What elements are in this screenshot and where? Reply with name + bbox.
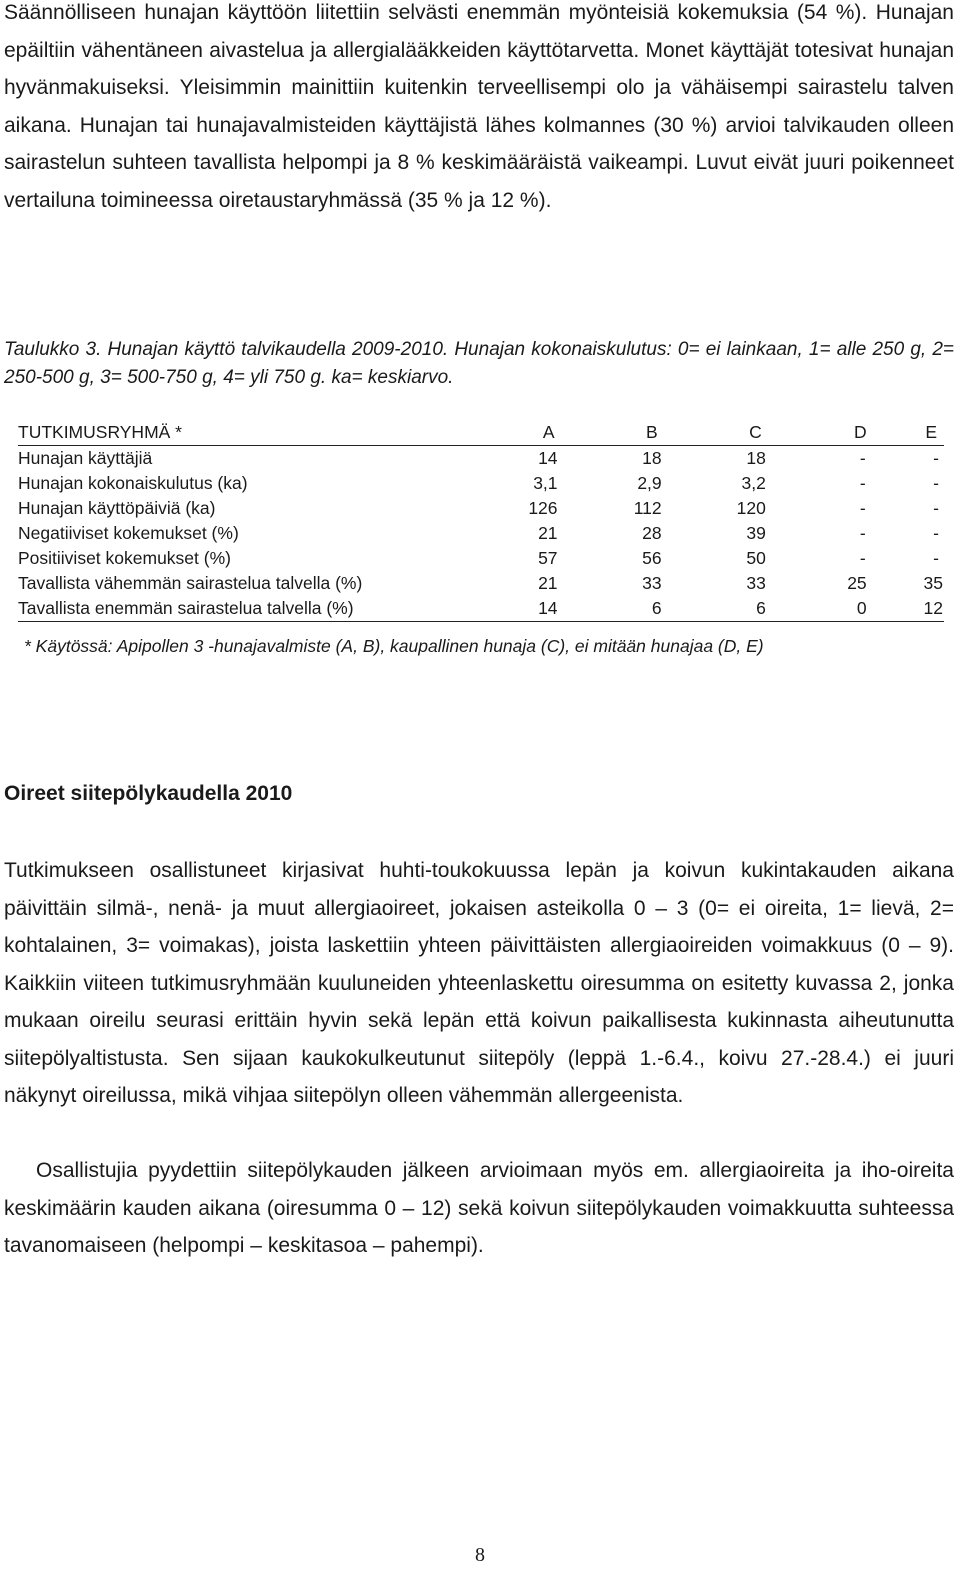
row-label: Hunajan kokonaiskulutus (ka) [18, 473, 248, 493]
cell-b: 112 [633, 498, 662, 518]
cell-c: 3,2 [741, 473, 766, 493]
cell-e: - [933, 523, 939, 543]
cell-c: 39 [746, 523, 766, 543]
row-label: Positiiviset kokemukset (%) [18, 548, 231, 568]
cell-a: 57 [538, 548, 558, 568]
table-header-row [18, 419, 944, 446]
table-row [18, 471, 944, 496]
row-label: Hunajan käyttäjiä [18, 448, 153, 468]
cell-e: - [933, 473, 939, 493]
cell-c: 18 [746, 448, 766, 468]
cell-b: 56 [642, 548, 662, 568]
cell-b: 18 [642, 448, 662, 468]
cell-c: 33 [746, 573, 766, 593]
header-e: E [871, 419, 944, 446]
cell-a: 3,1 [533, 473, 558, 493]
header-d: D [766, 419, 871, 446]
paragraph-season-assessment: Osallistujia pyydettiin siitepölykauden jälkeen arvioimaan myös em. allergiaoireita ja iho-oireita keskimäärin kauden aikana (oiresumma 0 – 12) sekä koivun siitepölykauden voimakkuutta suhteessa tavanomaiseen (helpompi – keskitasoa – pahempi). [4, 1159, 954, 1257]
cell-a: 14 [482, 596, 558, 622]
cell-c: 120 [736, 498, 766, 518]
cell-a: 21 [538, 573, 558, 593]
row-label: Tavallista enemmän sairastelua talvella (%) [18, 596, 482, 622]
table-row [18, 546, 944, 571]
header-b: B [558, 419, 662, 446]
cell-b: 2,9 [637, 473, 662, 493]
header-c: C [662, 419, 766, 446]
cell-d: 25 [847, 573, 867, 593]
cell-d: - [859, 448, 866, 468]
paragraph-symptom-diary: Tutkimukseen osallistuneet kirjasivat huhti-toukokuussa lepän ja koivun kukintakauden aikana päivittäin silmä-, nenä- ja muut allergiaoireet, jokaisen asteikolla 0 – 3 (0= ei oireita, 1= lievä, 2= kohtalainen, 3= voimakas), joista laskettiin yhteen päivittäisten allergiaoireiden voimakkuus (0 – 9). Kaikkiin viiteen tutkimusryhmään kuuluneiden yhteenlaskettu oiresumma on esitetty kuvassa 2, jonka mukaan oireilu seurasi erittäin hyvin sekä lepän että koivun paikallisesta kukinnasta aiheutunutta siitepölyaltistusta. Sen sijaan kaukokulkeutunut siitepöly (leppä 1.-6.4., koivu 27.-28.4.) ei juuri näkynyt oireilussa, mikä vihjaa siitepölyn olleen vähemmän allergeenista. [4, 859, 954, 1107]
cell-b: 33 [642, 573, 662, 593]
cell-d: - [859, 548, 866, 568]
cell-c: 6 [662, 596, 766, 622]
paragraph-honey-experiences: Säännölliseen hunajan käyttöön liitettiin selvästi enemmän myönteisiä kokemuksia (54 %). Hunajan epäiltiin vähentäneen aivastelua ja allergialääkkeiden käyttötarvetta. Monet käyttäjät totesivat hunajan hyvänmakuiseksi. Yleisimmin mainittiin kuitenkin terveellisempi olo ja vähäisempi sairastelu talven aikana. Hunajan tai hunajavalmisteiden käyttäjistä lähes kolmannes (30 %) arvioi talvikauden olleen sairastelun suhteen tavallista helpompi ja 8 % keskimääräistä vaikeampi. Luvut eivät juuri poikenneet vertailuna toimineessa oiretaustaryhmässä (35 % ja 12 %). [4, 1, 954, 212]
cell-a: 126 [528, 498, 558, 518]
cell-b: 28 [642, 523, 662, 543]
page-number: 8 [475, 1544, 485, 1566]
honey-usage-table [18, 419, 944, 622]
cell-c: 50 [746, 548, 766, 568]
cell-e: - [933, 548, 939, 568]
row-label: Negatiiviset kokemukset (%) [18, 523, 239, 543]
table-row [18, 521, 944, 546]
cell-d: - [859, 498, 866, 518]
cell-b: 6 [558, 596, 662, 622]
cell-e: - [933, 498, 939, 518]
table-footnote: * Käytössä: Apipollen 3 -hunajavalmiste (A, B), kaupallinen hunaja (C), ei mitään hunajaa (D, E) [24, 636, 764, 656]
cell-d: - [859, 473, 866, 493]
cell-e: - [933, 448, 939, 468]
cell-d: - [859, 523, 866, 543]
header-a: A [482, 419, 558, 446]
cell-a: 14 [538, 448, 558, 468]
header-group: TUTKIMUSRYHMÄ * [18, 419, 482, 446]
table-row [18, 446, 944, 472]
cell-d: 0 [766, 596, 871, 622]
table-caption: Taulukko 3. Hunajan käyttö talvikaudella 2009-2010. Hunajan kokonaiskulutus: 0= ei lainkaan, 1= alle 250 g, 2= 250-500 g, 3= 500-750 g, 4= yli 750 g. ka= keskiarvo. [4, 339, 954, 388]
cell-a: 21 [538, 523, 558, 543]
row-label: Tavallista vähemmän sairastelua talvella (%) [18, 573, 363, 593]
table-row [18, 496, 944, 521]
table-row [18, 571, 944, 596]
section-heading: Oireet siitepölykaudella 2010 [4, 782, 293, 805]
row-label: Hunajan käyttöpäiviä (ka) [18, 498, 216, 518]
cell-e: 35 [923, 573, 943, 593]
cell-e: 12 [871, 596, 944, 622]
table-row [18, 596, 944, 622]
